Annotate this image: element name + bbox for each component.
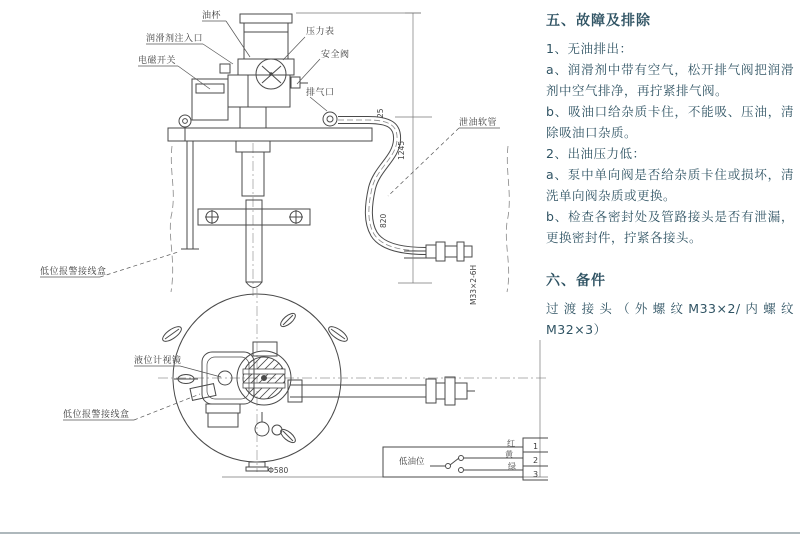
dim-820: 820: [379, 213, 388, 228]
exhaust-port-shape: [322, 112, 338, 128]
top-dim-lines: [222, 340, 548, 477]
front-dim-lines: [296, 13, 432, 283]
terminal-1: 1: [533, 442, 539, 451]
dim-1245: 1245: [397, 140, 406, 160]
terminal-3: 3: [533, 470, 539, 479]
dim-thread-spec: M33×2-6H: [469, 264, 478, 305]
tank-wall-right: [506, 146, 509, 292]
dim-diameter: Φ580: [268, 466, 289, 475]
fault-line-2: a、润滑剂中带有空气，松开排气阀把润滑剂中空气排净，再拧紧排气阀。: [546, 62, 794, 98]
fault-line-4: 2、出油压力低：: [546, 146, 646, 161]
float-switch-shape: [206, 404, 240, 427]
section-spare-title: 六、备件: [546, 273, 606, 289]
fault-line-1: 1、无油排出：: [546, 41, 633, 56]
pump-body-shape: [220, 64, 290, 128]
fault-line-6: b、检查各密封处及管路接头是否有泄漏，更换密封件，拧紧各接头。: [546, 209, 794, 245]
label-safety-valve: 安全阀: [321, 50, 350, 60]
label-alarm-box-front: 低位报警接线盒: [40, 267, 107, 277]
spare-line-1: 过渡接头（外螺纹M33×2/内螺纹M32×3）: [546, 301, 794, 337]
wire-label-red: 红: [507, 439, 515, 448]
label-exhaust-port: 排气口: [306, 88, 335, 98]
label-solenoid-switch: 电磁开关: [138, 56, 177, 66]
oil-cup-shape: [238, 14, 294, 75]
label-alarm-box-top: 低位报警接线盒: [63, 410, 130, 420]
pressure-gauge-shape: [256, 59, 286, 89]
label-drain-hose: 泄油软管: [459, 118, 498, 128]
outlet-pipe-shape: [288, 377, 475, 405]
wiring-box-label: 低油位: [399, 457, 425, 467]
dim-25: 25: [376, 108, 385, 118]
vent-valve-shape: [255, 412, 282, 436]
top-view: [158, 288, 548, 477]
sight-glass-shape: [174, 375, 198, 384]
terminal-2: 2: [533, 456, 539, 465]
wire-label-yellow: 黄: [505, 450, 513, 459]
fault-line-3: b、吸油口给杂质卡住，不能吸、压油，清除吸油口杂质。: [546, 104, 794, 140]
wire-label-green: 绿: [508, 462, 516, 471]
label-oil-cup: 油杯: [202, 11, 222, 21]
solenoid-switch-shape: [192, 79, 228, 120]
safety-valve-shape: [291, 77, 308, 88]
label-lubricant-inlet: 润滑剂注入口: [146, 34, 204, 44]
hose-fitting-shape: [404, 242, 472, 261]
label-pressure-gauge: 压力表: [306, 27, 335, 37]
alarm-box-top-shape: [190, 384, 216, 401]
manual-text-column: [546, 10, 794, 340]
label-sight-glass: 液位计视镜: [134, 356, 182, 366]
section-fault-title: 五、故障及排除: [546, 13, 651, 29]
tank-wall-left: [170, 146, 173, 292]
fault-line-5: a、泵中单向阀是否给杂质卡住或损坏，清洗单向阀杂质或更换。: [546, 167, 794, 203]
